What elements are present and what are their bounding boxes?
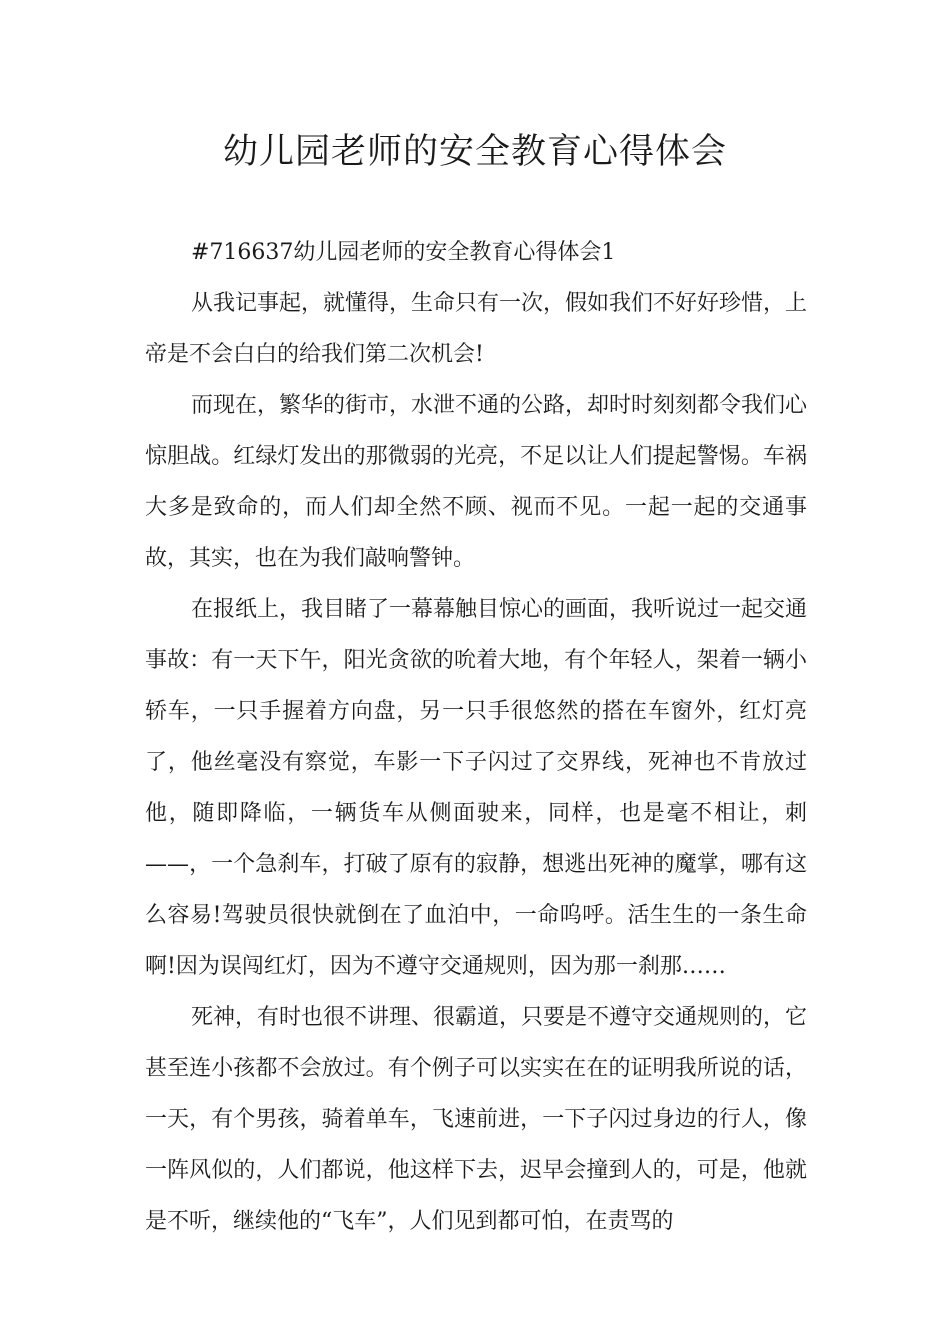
paragraph-2: 而现在，繁华的街市，水泄不通的公路，却时时刻刻都令我们心惊胆战。红绿灯发出的那微弱的光亮，不足以让人们提起警惕。车祸大多是致命的，而人们却全然不顾、视而不见。一起一起的交通事故，其实，也在为我们敲响警钟。	[145, 393, 808, 571]
paragraph-3: 在报纸上，我目睹了一幕幕触目惊心的画面，我听说过一起交通事故：有一天下午，阳光贪欲的吮着大地，有个年轻人，架着一辆小轿车，一只手握着方向盘，另一只手很悠然的搭在车窗外，红灯亮了，他丝毫没有察觉，车影一下子闪过了交界线，死神也不肯放过他，随即降临，一辆货车从侧面驶来，同样，也是毫不相让，刺——，一个急刹车，打破了原有的寂静，想逃出死神的魔掌，哪有这么容易!驾驶员很快就倒在了血泊中，一命呜呼。活生生的一条生命啊!因为误闯红灯，因为不遵守交通规则，因为那一刹那……	[145, 597, 808, 979]
document-title: 幼儿园老师的安全教育心得体会	[222, 132, 727, 172]
paragraph-4: 死神，有时也很不讲理、很霸道，只要是不遵守交通规则的，它甚至连小孩都不会放过。有个例子可以实实在在的证明我所说的话，一天，有个男孩，骑着单车，飞速前进，一下子闪过身边的行人，像一阵风似的，人们都说，他这样下去，迟早会撞到人的，可是，他就是不听，继续他的“飞车”，人们见到都可怕，在责骂的	[145, 1005, 808, 1234]
document-body	[145, 227, 807, 1247]
section-heading: #716637幼儿园老师的安全教育心得体会1	[191, 240, 616, 265]
paragraph-1: 从我记事起，就懂得，生命只有一次，假如我们不好好珍惜，上帝是不会白白的给我们第二次机会!	[145, 291, 808, 367]
